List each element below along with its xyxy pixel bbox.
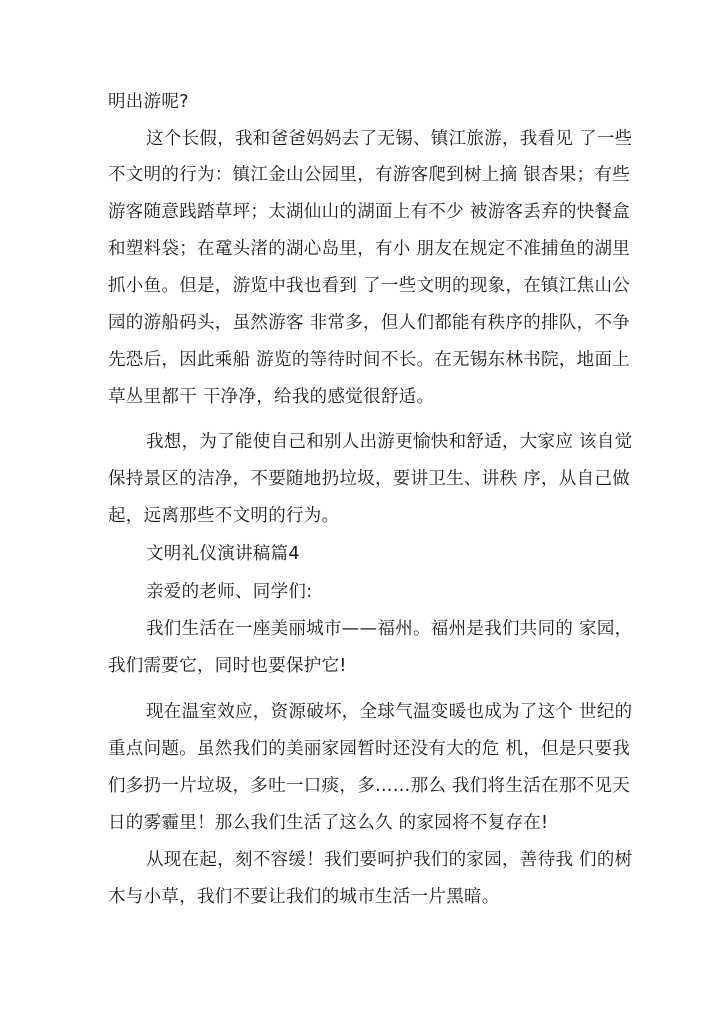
text-line: 从现在起，刻不容缓！我们要呵护我们的家园，善待我 们的树 — [146, 850, 633, 870]
text-line: 现在温室效应，资源破坏，全球气温变暖也成为了这个 世纪的 — [146, 702, 633, 722]
text-line: 先恐后，因此乘船 游览的等待时间不长。在无锡东林书院，地面上 — [108, 350, 631, 370]
text-line: 和塑料袋；在鼋头渚的湖心岛里，有小 朋友在规定不准捕鱼的湖里 — [108, 239, 631, 259]
text-line: 保持景区的洁净，不要随地扔垃圾，要讲卫生、讲秩 序，从自己做 — [108, 469, 631, 489]
text-line: 木与小草，我们不要让我们的城市生活一片黑暗。 — [108, 887, 500, 907]
section-heading: 文明礼仪演讲稿篇4 — [146, 544, 300, 564]
text-line: 草丛里都干 干净净，给我的感觉很舒适。 — [108, 387, 435, 407]
text-line: 我想，为了能使自己和别人出游更愉快和舒适，大家应 该自觉 — [146, 432, 633, 452]
text-line: 这个长假，我和爸爸妈妈去了无锡、镇江旅游，我看见 了一些 — [146, 129, 633, 149]
text-line: 园的游船码头，虽然游客 非常多，但人们都能有秩序的排队，不争 — [108, 313, 631, 333]
text-line: 们多扔一片垃圾，多吐一口痰，多……那么 我们将生活在那不见天 — [108, 776, 631, 796]
text-line: 游客随意践踏草坪；太湖仙山的湖面上有不少 被游客丢弃的快餐盒 — [108, 202, 631, 222]
text-line: 我们生活在一座美丽城市——福州。福州是我们共同的 家园， — [146, 619, 633, 639]
salutation: 亲爱的老师、同学们: — [146, 582, 313, 602]
text-line: 抓小鱼。但是，游览中我也看到 了一些文明的现象，在镇江焦山公 — [108, 276, 631, 296]
text-line: 日的雾霾里！那么我们生活了这么久 的家园将不复存在! — [108, 813, 549, 833]
text-line: 起，远离那些不文明的行为。 — [108, 506, 340, 526]
text-line: 重点问题。虽然我们的美丽家园暂时还没有大的危 机，但是只要我 — [108, 739, 631, 759]
text-line: 明出游呢? — [108, 92, 189, 112]
text-line: 我们需要它，同时也要保护它! — [108, 656, 347, 676]
text-line: 不文明的行为：镇江金山公园里，有游客爬到树上摘 银杏果；有些 — [108, 165, 631, 185]
